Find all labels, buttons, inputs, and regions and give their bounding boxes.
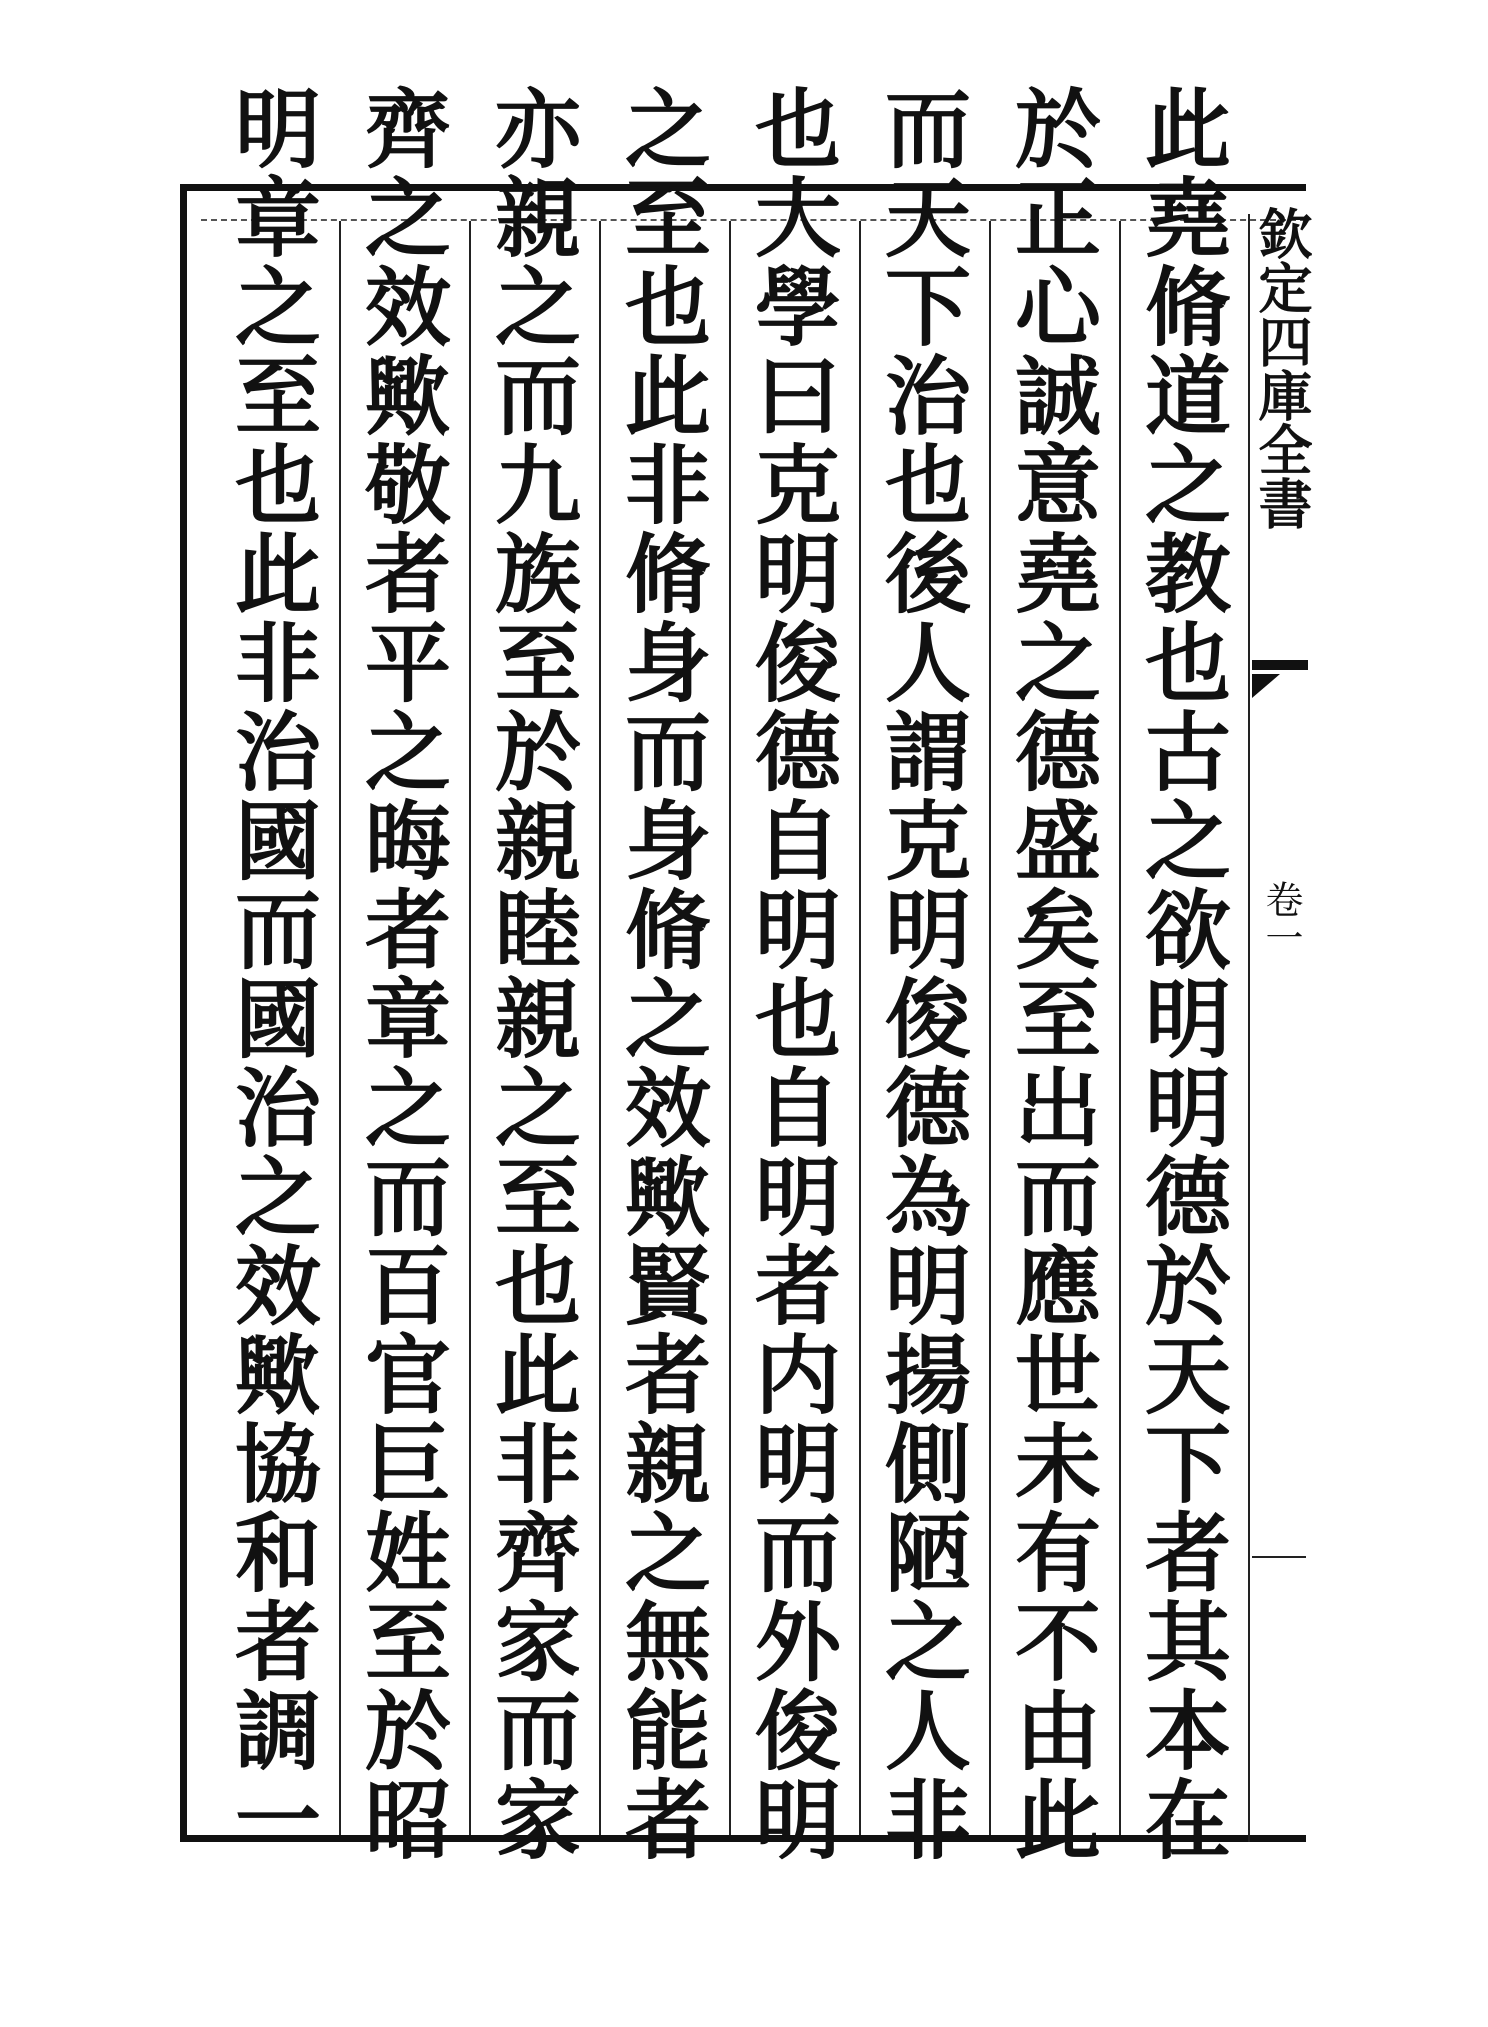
text-column-4 (730, 84, 850, 1864)
text-column-1 (1120, 84, 1240, 1864)
text-column-8 (210, 84, 330, 1864)
text-column-5-content: 之至也此非脩身而身脩之效歟賢者親之無能者 (610, 84, 711, 1864)
book-title-text: 欽定四庫全書 (1250, 206, 1314, 530)
text-column-8-content: 明章之至也此非治國而國治之效歟協和者調一 (220, 84, 321, 1864)
volume-label (1256, 880, 1306, 956)
text-column-6-content: 亦親之而九族至於親睦親之至也此非齊家而家 (480, 84, 581, 1864)
fish-tail-triangle (1252, 674, 1308, 698)
fish-tail-bar (1252, 660, 1308, 670)
text-column-7 (340, 84, 460, 1864)
text-column-2 (990, 84, 1110, 1864)
text-column-4-content: 也大學曰克明俊德自明也自明者内明而外俊明 (740, 84, 841, 1864)
text-column-1-content: 此堯脩道之教也古之欲明明德於天下者其本在 (1130, 84, 1231, 1864)
text-column-3 (860, 84, 980, 1864)
text-column-2-content: 於正心誠意堯之德盛矣至出而應世未有不由此 (1000, 84, 1101, 1864)
margin-short-rule (1252, 1556, 1306, 1558)
text-column-6 (470, 84, 590, 1864)
text-column-7-content: 齊之效歟敬者平之晦者章之而百官巨姓至於昭 (350, 84, 451, 1864)
fish-tail-mark (1252, 660, 1308, 730)
text-column-3-content: 而天下治也後人謂克明俊德為明揚側陋之人非 (870, 84, 971, 1864)
book-title (1252, 206, 1312, 530)
text-column-5 (600, 84, 720, 1864)
volume-label-text: 卷一 (1259, 880, 1303, 956)
